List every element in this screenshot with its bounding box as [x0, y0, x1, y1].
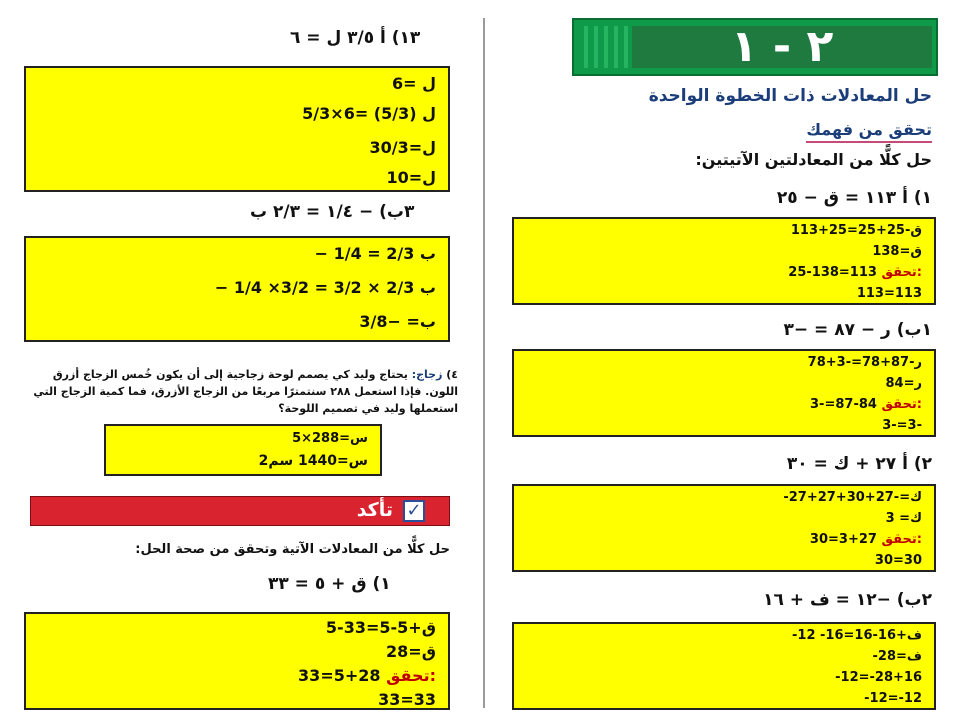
q2a-equation: ٢٧ + ك = ٣٠: [786, 454, 897, 474]
q1a-answer-box: [512, 217, 936, 305]
left-q5-prompt: [268, 574, 391, 594]
q1a-prompt: [777, 188, 932, 208]
q2b-equation: −١٢ = ف + ١٦: [763, 590, 891, 610]
left-q1-line-1: ل =6: [392, 74, 436, 93]
glass-word-problem: [18, 366, 458, 417]
q4-tag: زجاج:: [411, 368, 443, 381]
check-label: تحقق:: [386, 666, 436, 685]
left-q1-answer-box: [24, 66, 450, 192]
left-q5-line-1: ق+5-5=33-5: [325, 618, 436, 637]
left-q1-line-2: ل (5/3) =6×5/3: [302, 104, 436, 123]
q2b-label: ٢ب): [896, 590, 932, 610]
q2a-line-4: 30=30: [874, 553, 922, 568]
q2b-line-4: -12=-12: [864, 691, 922, 706]
left-q3-equation: − ١/٤ = ٢/٣ ب: [250, 202, 374, 222]
q4-text: يحتاج وليد كي يصمم لوحة زجاجية إلى أن يكون خُمس الزجاج أزرق اللون. فإذا استعمل ٢٨٨ سنتمترًا مربعًا من الزجاج الأزرق، فما كمية الزجاج التي استعملها وليد في تصميم اللوحة؟: [33, 368, 458, 415]
left-q3-line-1: − 1/4 = 2/3 ب: [314, 244, 436, 263]
q2b-line-1: -12 -16=ف+16-16: [792, 628, 922, 643]
check-understanding-text: تحقق من فهمك: [806, 120, 932, 143]
left-q1-line-3: ل=30/3: [369, 138, 436, 157]
q1b-line-4: 3-=3-: [882, 418, 922, 433]
q2b-line-3: -12=-28+16: [835, 670, 922, 685]
q1a-label: ١) أ: [902, 188, 932, 208]
left-q5-line-4: 33=33: [378, 690, 436, 709]
left-q3-prompt: [250, 202, 414, 222]
confirm-label: تأكد: [356, 499, 393, 521]
lesson-title: حل المعادلات ذات الخطوة الواحدة: [648, 86, 932, 106]
checkmark-icon: ✓: [403, 500, 425, 522]
column-divider: [483, 18, 485, 708]
check-label: تحقق:: [881, 532, 922, 547]
q2a-answer-box: [512, 484, 936, 572]
left-q3-answer-box: [24, 236, 450, 342]
left-q1-line-4: ل=10: [386, 168, 436, 187]
q2b-line-2: -28=ف: [872, 649, 922, 664]
check-label: تحقق:: [881, 397, 922, 412]
left-q5-answer-box: [24, 612, 450, 710]
header-stripes: [578, 26, 628, 68]
left-q1-label: ١٣) أ: [380, 28, 421, 48]
check-understanding-heading: [632, 120, 932, 139]
q1a-line-1: 113+25=ق-25+25: [790, 223, 922, 238]
left-q1-prompt: [290, 28, 420, 48]
check-label: تحقق:: [881, 265, 922, 280]
q2a-line-1: -27+27+ك=-27+30: [783, 490, 922, 505]
left-q1-equation: ٣/٥ ل = ٦: [290, 28, 375, 48]
q1b-label: ١ب): [896, 320, 932, 340]
q1b-line-1: ر-87+78=-3+78: [807, 355, 922, 370]
left-q3-line-3: ب= −3/8: [359, 312, 436, 331]
q2a-line-2: ك= 3: [885, 511, 922, 526]
left-q3-line-2: − 1/4 ×3/2 = 3/2 × 2/3 ب: [214, 278, 436, 297]
q1b-line-2: ر=84: [885, 376, 922, 391]
q1a-line-3: 25-138=113 تحقق:: [788, 265, 922, 280]
q1b-line-3: 3-=87-84 تحقق:: [810, 397, 922, 412]
q1b-answer-box: [512, 349, 936, 437]
q4-number: ٤): [446, 368, 458, 381]
confirm-section-bar: [30, 496, 450, 526]
q2a-prompt: [787, 454, 932, 474]
right-instruction: حل كلًّا من المعادلتين الآتيتين:: [695, 150, 932, 169]
q1a-line-4: 113=113: [856, 286, 922, 301]
left-q5-label: ١): [372, 574, 391, 594]
left-instruction: حل كلًّا من المعادلات الآتية وتحقق من صحة الحل:: [135, 542, 450, 557]
left-q5-line-3: 33=5+28 تحقق:: [298, 666, 436, 685]
q1b-prompt: [783, 320, 932, 340]
q2a-label: ٢) أ: [902, 454, 932, 474]
left-q3-label: ٣ب): [379, 202, 415, 222]
q1a-line-2: 138=ق: [872, 244, 922, 259]
q1a-equation: ١١٣ = ق − ٢٥: [776, 188, 897, 208]
left-q5-line-2: ق=28: [386, 642, 436, 661]
q2b-prompt: [763, 590, 932, 610]
lesson-header-bar: [572, 18, 938, 76]
left-q5-equation: ق + ٥ = ٣٣: [268, 574, 367, 594]
q4-line-2: س=1440 سم2: [258, 453, 368, 469]
lesson-number: ٢ - ١: [632, 26, 932, 68]
q4-answer-box: [104, 424, 382, 476]
q2a-line-3: 30=3+27 تحقق:: [809, 532, 922, 547]
q4-line-1: س=288×5: [292, 431, 368, 446]
q2b-answer-box: [512, 622, 936, 710]
q1b-equation: ر − ٨٧ = −٣: [783, 320, 891, 340]
